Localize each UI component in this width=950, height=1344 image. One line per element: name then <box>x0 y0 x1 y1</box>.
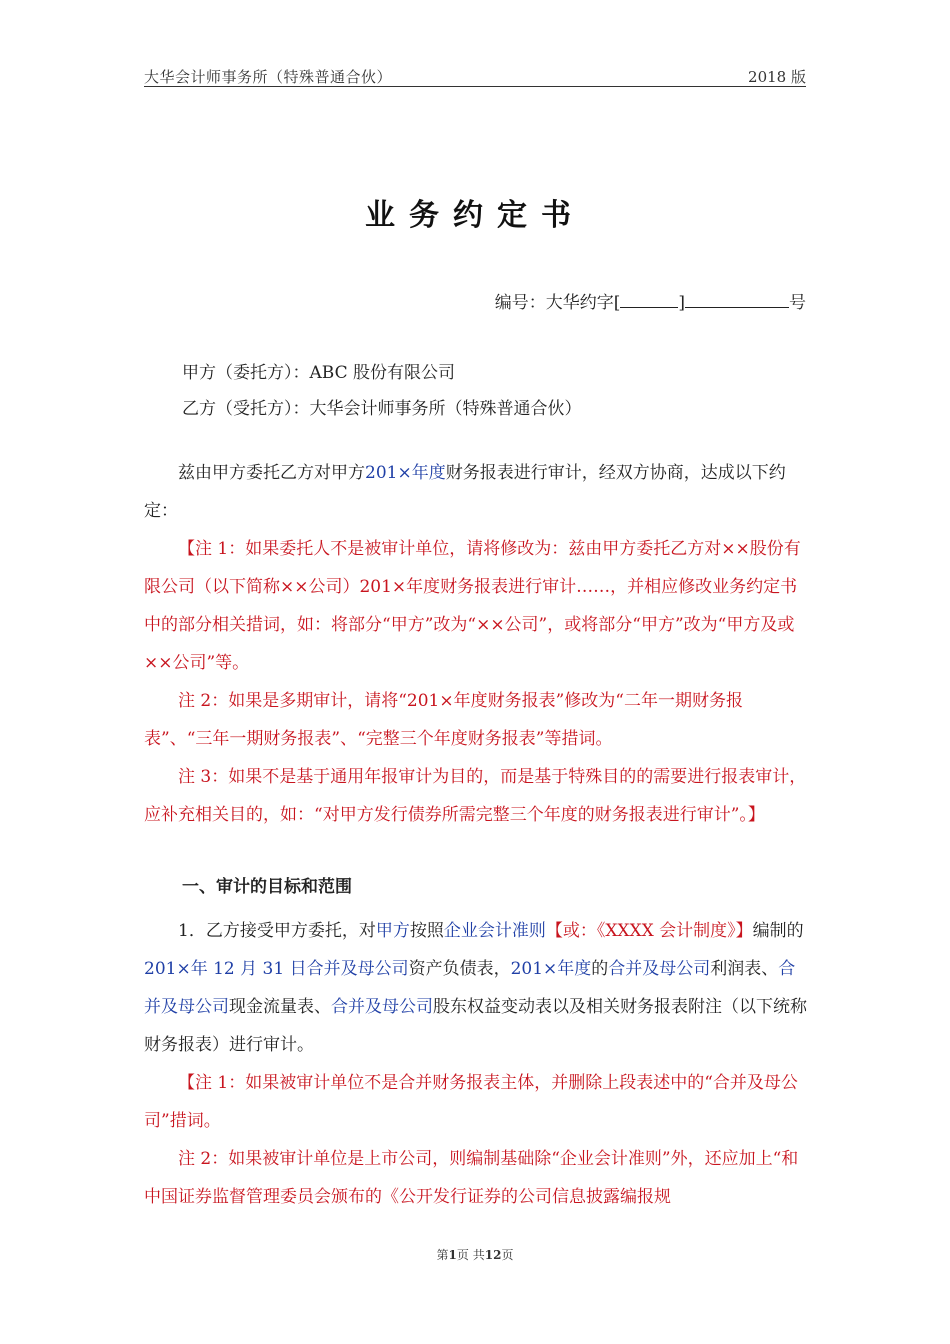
contract-number-suffix: 号 <box>789 293 806 313</box>
item1-text: 1．乙方接受甲方委托，对 <box>178 921 376 941</box>
header-version: 2018 版 <box>748 68 806 86</box>
party-a: 甲方（委托方）：ABC 股份有限公司 <box>182 363 455 383</box>
contract-serial-blank <box>685 291 789 308</box>
item1-text: 的 <box>591 959 609 979</box>
contract-number-prefix: 编号：大华约字[ <box>494 293 621 313</box>
page-header <box>144 66 806 87</box>
intro-block <box>144 454 808 834</box>
item1-text: 按照 <box>409 921 444 941</box>
item1-placeholder: 企业会计准则 <box>443 921 546 941</box>
intro-text-1: 兹由甲方委托乙方对甲方 <box>178 463 365 483</box>
party-b: 乙方（受托方）：大华会计师事务所（特殊普通合伙） <box>182 399 582 419</box>
contract-number-mid: ] <box>678 293 685 313</box>
intro-note-1: 【注 1：如果委托人不是被审计单位，请将修改为：兹由甲方委托乙方对××股份有限公司（以下简称××公司）201×年度财务报表进行审计……，并相应修改业务约定书中的部分相关措词，如：将部分“甲方”改为“××公司”，或将部分“甲方”改为“甲方及或××公司”等。 <box>144 539 801 673</box>
item1-text: 编制的 <box>752 921 804 941</box>
section-1-body <box>144 912 808 1216</box>
intro-paragraph <box>144 454 808 530</box>
footer-text: 页 <box>501 1248 514 1262</box>
item1-placeholder: 合并及母公司 <box>608 959 711 979</box>
section-1-note-1: 【注 1：如果被审计单位不是合并财务报表主体，并删除上段表述中的“合并及母公司”措词。 <box>144 1073 798 1131</box>
header-firm-name: 大华会计师事务所（特殊普通合伙） <box>144 68 393 86</box>
footer-text: 页 共 <box>456 1248 485 1262</box>
contract-number <box>495 288 806 313</box>
item1-placeholder: 合并及母公司 <box>331 997 433 1017</box>
item1-text: 资产负债表， <box>408 959 511 979</box>
section-1-item-1 <box>144 912 808 1064</box>
item1-placeholder: 201×年 12 月 31 日合并及母公司 <box>144 959 409 979</box>
intro-text-2: 财务报表进行审计，经双方协商，达成以下约定： <box>144 463 786 521</box>
page-footer <box>0 1246 950 1263</box>
item1-text: 股东权益变动表以及相关财务报表附注（以下统称财务报表）进行审计。 <box>144 997 807 1055</box>
item1-placeholder: 201×年度 <box>510 959 592 979</box>
intro-year: 201×年度 <box>365 463 446 483</box>
item1-placeholder: 合并及母公司 <box>144 959 796 1017</box>
item1-text: 现金流量表、 <box>229 997 331 1017</box>
intro-note-2: 注 2：如果是多期审计，请将“201×年度财务报表”修改为“二年一期财务报表”、“三年一期财务报表”、“完整三个年度财务报表”等措词。 <box>144 691 743 749</box>
item1-alt-note: 【或：《XXXX 会计制度》】 <box>545 921 753 941</box>
contract-year-blank <box>620 291 678 308</box>
footer-text: 第 <box>436 1248 449 1262</box>
section-1-heading: 一、审计的目标和范围 <box>182 877 352 897</box>
section-1-note-2: 注 2：如果被审计单位是上市公司，则编制基础除“企业会计准则”外，还应加上“和中国证券监督管理委员会颁布的《公开发行证券的公司信息披露编报规 <box>144 1149 799 1207</box>
item1-text: 利润表、 <box>710 959 779 979</box>
intro-note-3: 注 3：如果不是基于通用年报审计为目的，而是基于特殊目的的需要进行报表审计，应补充相关目的，如：“对甲方发行债券所需完整三个年度的财务报表进行审计”。】 <box>144 767 807 825</box>
footer-page-total: 12 <box>484 1248 502 1262</box>
document-title: 业务约定书 <box>365 198 585 233</box>
footer-page-number: 1 <box>448 1248 457 1262</box>
item1-placeholder: 甲方 <box>375 921 410 941</box>
